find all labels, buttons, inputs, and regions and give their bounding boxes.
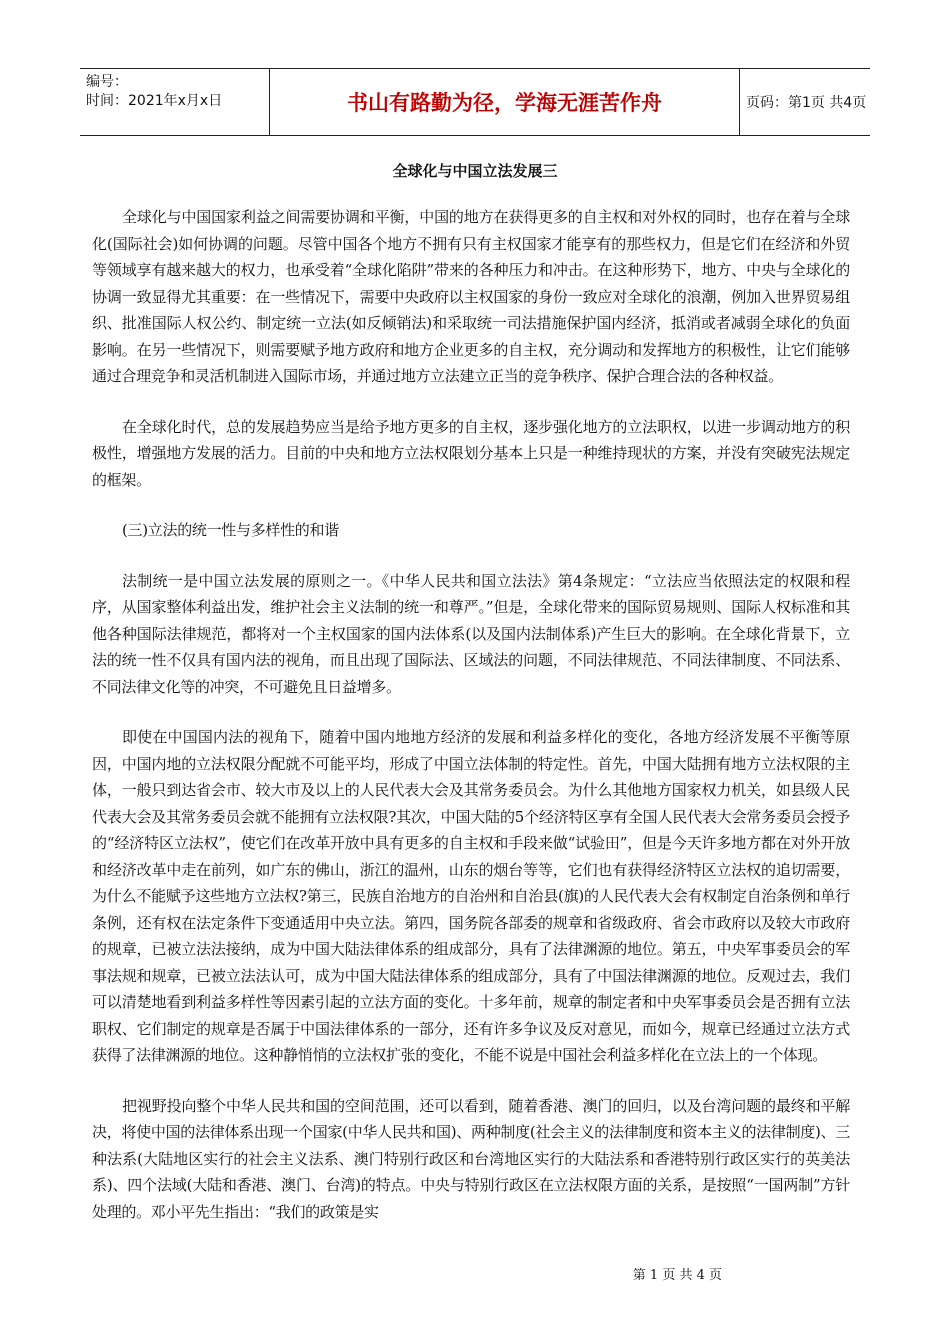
paragraph: 即使在中国国内法的视角下，随着中国内地地方经济的发展和利益多样化的变化，各地方经济发展不平衡等原因，中国内地的立法权限分配就不可能平均，形成了中国立法体制的特定性。首先，中国大陆拥有地方立法权限的主体，一般只到达省会市、较大市及以上的人民代表大会及其常务委员会。为什么其他地方国家权力机关，如县级人民代表大会及其常务委员会就不能拥有立法权限?其次，中国大陆的5个经济特区享有全国人民代表大会常务委员会授予的“经济特区立法权”，使它们在改革开放中具有更多的自主权和手段来做“试验田”，但是今天许多地方都在对外开放和经济改革中走在前列，如广东的佛山，浙江的温州，山东的烟台等等，它们也有获得经济特区立法权的追切需要，为什么不能赋予这些地方立法权?第三，民族自治地方的自治州和自治县(旗)的人民代表大会有权制定自治条例和单行条例，还有权在法定条件下变通适用中央立法。第四，国务院各部委的规章和省级政府、省会市政府以及较大市政府的规章，已被立法法接纳，成为中国大陆法律体系的组成部分，具有了法律渊源的地位。第五，中央军事委员会的军事法规和规章，已被立法法认可，成为中国大陆法律体系的组成部分，具有了中国法律渊源的地位。反观过去，我们可以清楚地看到利益多样性等因素引起的立法方面的变化。十多年前，规章的制定者和中央军事委员会是否拥有立法职权、它们制定的规章是否属于中国法律体系的一部分，还有许多争议及反对意见，而如今，规章已经通过立法方式获得了法律渊源的地位。这种静悄悄的立法权扩张的变化，不能不说是中国社会利益多样化在立法上的一个体现。 xyxy=(92,728,850,1064)
document-date: 时间：2021年x月x日 xyxy=(86,93,223,109)
section-heading: (三)立法的统一性与多样性的和谐 xyxy=(122,521,339,539)
document-number: 编号： xyxy=(86,74,128,90)
paragraph: 法制统一是中国立法发展的原则之一。《中华人民共和国立法法》第4条规定：“立法应当依照法定的权限和程序，从国家整体利益出发，维护社会主义法制的统一和尊严。”但是，全球化带来的国际贸易规则、国际人权标准和其他各种国际法律规范，都将对一个主权国家的国内法体系(以及国内法制体系)产生巨大的影响。在全球化背景下，立法的统一性不仅具有国内法的视角，而且出现了国际法、区域法的问题，不同法律规范、不同法律制度、不同法系、不同法律文化等的冲突，不可避免且日益增多。 xyxy=(92,571,850,696)
header-motto: 书山有路勤为径，学海无涯苦作舟 xyxy=(270,69,740,135)
document-body xyxy=(92,204,850,1249)
page-footer: 第 1 页 共 4 页 xyxy=(632,1268,722,1283)
paragraph: 全球化与中国国家利益之间需要协调和平衡，中国的地方在获得更多的自主权和对外权的同时，也存在着与全球化(国际社会)如何协调的问题。尽管中国各个地方不拥有只有主权国家才能享有的那些权力，但是它们在经济和外贸等领域享有越来越大的权力，也承受着“全球化陷阱”带来的各种压力和冲击。在这种形势下，地方、中央与全球化的协调一致显得尤其重要：在一些情况下，需要中央政府以主权国家的身份一致应对全球化的浪潮，例加入世界贸易组织、批准国际人权公约、制定统一立法(如反倾销法)和采取统一司法措施保护国内经济，抵消或者减弱全球化的负面影响。在另一些情况下，则需要赋予地方政府和地方企业更多的自主权，充分调动和发挥地方的积极性，让它们能够通过合理竞争和灵活机制进入国际市场，并通过地方立法建立正当的竞争秩序、保护合理合法的各种权益。 xyxy=(92,208,850,385)
page-header xyxy=(80,68,870,136)
paragraph: 在全球化时代，总的发展趋势应当是给予地方更多的自主权，逐步强化地方的立法职权，以进一步调动地方的积极性，增强地方发展的活力。目前的中央和地方立法权限划分基本上只是一种维持现状的方案，并没有突破宪法规定的框架。 xyxy=(92,417,850,489)
header-meta xyxy=(80,69,270,135)
document-title: 全球化与中国立法发展三 xyxy=(392,162,558,180)
paragraph: 把视野投向整个中华人民共和国的空间范围，还可以看到，随着香港、澳门的回归，以及台湾问题的最终和平解决，将使中国的法律体系出现一个国家(中华人民共和国)、两种制度(社会主义的法律制度和资本主义的法律制度)、三种法系(大陆地区实行的社会主义法系、澳门特别行政区和台湾地区实行的大陆法系和香港特别行政区实行的英美法系)、四个法域(大陆和香港、澳门、台湾)的特点。中央与特别行政区在立法权限方面的关系，是按照“一国两制”方针处理的。邓小平先生指出：“我们的政策是实 xyxy=(92,1096,850,1221)
header-page-number: 页码：第1页 共4页 xyxy=(746,95,867,111)
